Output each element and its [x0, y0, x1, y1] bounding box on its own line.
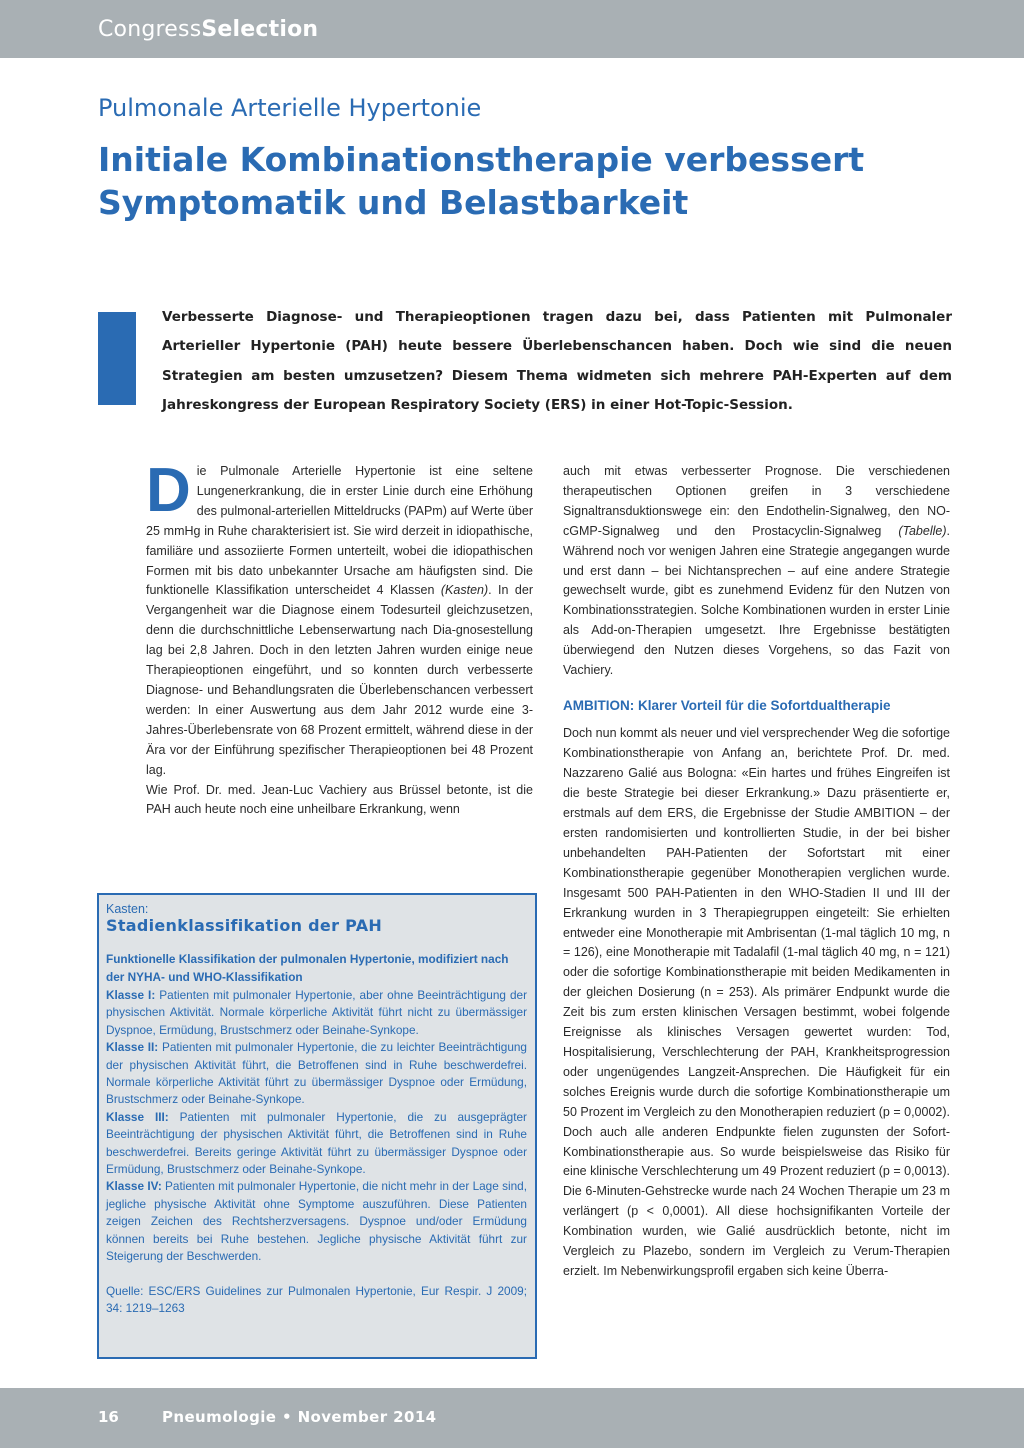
lead-initial-bar: [98, 312, 136, 405]
article-kicker: Pulmonale Arterielle Hypertonie: [98, 94, 482, 122]
class-entry: Klasse IV: Patienten mit pulmonaler Hypertonie, die nicht mehr in der Lage sind, jegliche physische Aktivität ohne Symptome auszuführen. Diese Patienten zeigen Zeichen des Rechtsherzversagens. Dyspnoe und/oder Ermüdung können bereits bei Ruhe bestehen. Jegliche physische Aktivität führt zur Steigerung der Beschwerden.: [106, 1179, 528, 1264]
box-source: Quelle: ESC/ERS Guidelines zur Pulmonalen Hypertonie, Eur Respir. J 2009; 34: 1219–1263: [106, 1283, 527, 1315]
page-number: 16: [98, 1408, 119, 1426]
section-subheading: AMBITION: Klarer Vorteil für die Sofortdualtherapie: [563, 697, 891, 713]
column-left: [146, 456, 533, 820]
article-title: Initiale Kombinationstherapie verbessert Symptomatik und Belastbarkeit: [98, 140, 865, 222]
footer-bar: [0, 1388, 1024, 1448]
paragraph: Doch nun kommt als neuer und viel versprechender Weg die sofortige Kombinationstherapie von Anfang an, berichtete Prof. Dr. med. Nazzareno Galié aus Bologna: «Ein hartes und frühes Eingreifen ist die beste Strategie bei dieser Erkrankung.» Dazu präsentierte er, erstmals auf dem ERS, die Ergebnisse der Studie AMBITION – der ersten randomisierten und kontrollierten Studie, in der bei bisher unbehandelten PAH-Patienten der Sofortstart mit einer Kombinationstherapie gegenüber Monotherapien verglichen wurde. Insgesamt 500 PAH-Patienten in den WHO-Stadien II und III der Erkrankung wurden in 3 Therapiegruppen eingeteilt: Sie erhielten entweder eine Monotherapie mit Ambrisentan (1-mal täglich 10 mg, n = 126), eine Monotherapie mit Tadalafil (1-mal täglich 40 mg, n = 121) oder die sofortige Kombinationstherapie mit beiden Medikamenten in der gleichen Dosierung (n = 253). Als primärer Endpunkt wurde die Zeit bis zum ersten klinischen Versagen bestimmt, wobei folgende Ereignisse als klinisches Versagen gewertet wurden: Tod, Hospitalisierung, Verschlechterung der PAH, Krankheitsprogression oder ungenügendes Langzeit-Ansprechen. Die Häufigkeit für ein solches Ereignis wurde durch die sofortige Kombinationstherapie um 50 Prozent im Vergleich zu den Monotherapien reduziert (p = 0,0002). Doch auch alle anderen Endpunkte fielen zugunsten der Sofort-Kombinationstherapie aus. So wurde beispielsweise das Risiko für eine klinische Verschlechterung um 49 Prozent reduziert (p = 0,0013). Die 6-Minuten-Gehstrecke wurde nach 24 Wochen Therapie um 23 m verlängert (p < 0,0001). All diese hochsignifikanten Vorteile der Kombination wurden, wie Galié ausdrücklich betonte, nicht im Vergleich zu Plazebo, sondern im Vergleich zu Verum-Therapien erzielt. Im Nebenwirkungsprofil ergaben sich keine Überra-: [563, 726, 950, 1278]
box-reference: (Kasten): [440, 583, 489, 598]
table-reference: (Tabelle): [898, 523, 947, 538]
box-kicker: Kasten:: [106, 902, 149, 916]
brand-light: Congress: [98, 17, 202, 42]
column-right: [563, 462, 950, 1282]
top-bar: [0, 0, 1024, 58]
class-entry: Klasse II: Patienten mit pulmonaler Hypertonie, die zu leichter Beeinträchtigung der physischen Aktivität führt, die Betroffenen sind in Ruhe beschwerdefrei. Normale körperliche Aktivität führt zu übermässiger Dyspnoe oder Ermüdung, Brustschmerz oder Beinahe-Synkope.: [106, 1040, 527, 1107]
article-lead: Verbesserte Diagnose- und Therapieoptionen tragen dazu bei, dass Patienten mit Pulmonaler Arterieller Hypertonie (PAH) heute bessere Überlebenschancen haben. Doch wie sind die neuen Strategien am besten umzusetzen? Diesem Thema widmeten sich mehrere PAH-Experten auf dem Jahreskongress der European Respiratory Society (ERS) in einer Hot-Topic-Session.: [162, 309, 952, 414]
paragraph: auch mit etwas verbesserter Prognose. Die verschiedenen therapeutischen Optionen greifen in 3 verschiedene Signaltransduktionswege ein: den Endothelin-Signalweg, den NO-cGMP-Signalweg und den Prostacyclin-Signalweg (Tabelle). Während noch vor wenigen Jahren eine Strategie angegangen wurde und erst dann – bei Nichtansprechen – auf eine andere Strategie gewechselt wurde, gibt es zunehmend Evidenz für den Nutzen von Kombinationsstrategien. Solche Kombinationen wurden in erster Linie als Add-on-Therapien umgesetzt. Ihre Ergebnisse bestätigten überwiegend den Nutzen dieses Vorgehens, so das Fazit von Vachiery.: [563, 464, 950, 678]
class-entry: Klasse III: Patienten mit pulmonaler Hypertonie, die zu ausgeprägter Beeinträchtigung der physischen Aktivität führt, die Betroffenen sind in Ruhe beschwerdefrei. Bereits geringe Aktivität führt zu übermässiger Dyspnoe oder Ermüdung, Brustschmerz oder Beinahe-Synkope.: [106, 1109, 527, 1177]
brand-logo: [98, 17, 318, 42]
journal-issue: Pneumologie • November 2014: [162, 1408, 437, 1426]
brand-bold: Selection: [201, 17, 319, 42]
paragraph: Wie Prof. Dr. med. Jean-Luc Vachiery aus Brüssel betonte, ist die PAH auch heute noch eine unheilbare Erkrankung, wenn: [146, 782, 533, 817]
box-subtitle: Funktionelle Klassifikation der pulmonalen Hypertonie, modifiziert nach der NYHA- und WHO-Klassifikation: [106, 952, 509, 984]
paragraph: Die Pulmonale Arterielle Hypertonie ist eine seltene Lungenerkrankung, die in erster Linie durch eine Erhöhung des pulmonal-arteriellen Mitteldrucks (PAPm) auf Werte über 25 mmHg in Ruhe charakterisiert ist. Sie wird derzeit in idiopathische, familiäre und assoziierte Formen unterteilt, wobei die idiopathischen Formen mit bis dato unbekannter Ursache am häufigsten sind. Die funktionelle Klassifikation unterscheidet 4 Klassen (Kasten). In der Vergangenheit war die Diagnose einem Todesurteil gleichzusetzen, denn die durchschnittliche Lebenserwartung nach Dia-gnosestellung lag bei 2,8 Jahren. Doch in den letzten Jahren wurden einige neue Therapieoptionen eingeführt, und so konnten durch verbesserte Diagnose- und Behandlungsraten die Überlebenschancen verbessert werden: In einer Auswertung aus dem Jahr 2012 wurde eine 3-Jahres-Überlebensrate von 68 Prozent ermittelt, während diese in der Ära vor der Einführung spezifischer Therapieoptionen bei 48 Prozent lag.: [146, 456, 533, 777]
dropcap: D: [146, 456, 191, 525]
info-box: [97, 893, 537, 1359]
class-entry: Klasse I: Patienten mit pulmonaler Hypertonie, aber ohne Beeinträchtigung der physischen Aktivität. Normale körperliche Aktivität führt nicht zu übermässiger Dyspnoe, Ermüdung, Brustschmerz oder Beinahe-Synkope.: [106, 988, 527, 1037]
box-title: Stadienklassifikation der PAH: [106, 916, 383, 935]
